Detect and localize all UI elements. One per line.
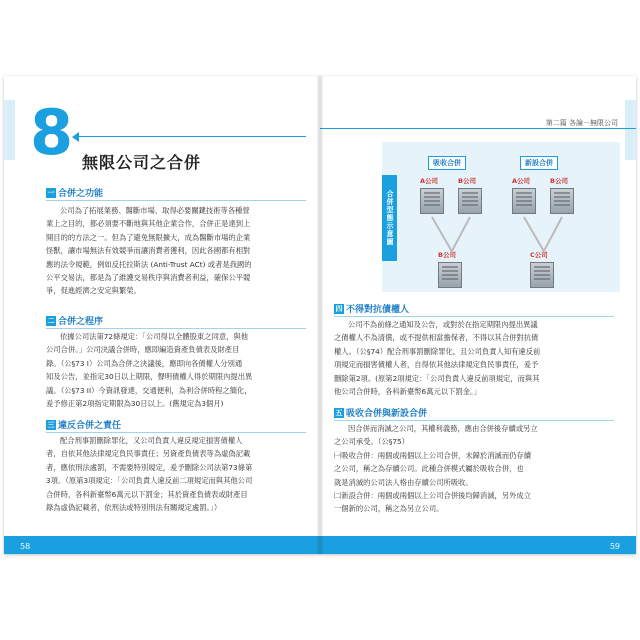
section-number-1: 一 — [47, 188, 55, 197]
section-heading-2 — [46, 314, 103, 327]
left-page — [4, 76, 320, 554]
book-spread — [4, 76, 636, 554]
text-line: 知及公告，並指定30日以上期限，聲明債權人得於期限內提出異 — [46, 372, 253, 382]
text-line: 刪除第2項。(原第2項規定：「公司負責人違反前項規定，而與其 — [334, 373, 540, 383]
building-icon — [530, 262, 554, 288]
footer-bar — [320, 536, 636, 554]
section-number-2: 二 — [47, 316, 55, 325]
text-line: 3項。（原第3項規定：「公司負責人違反前二項規定而與其他公司 — [46, 476, 253, 486]
building-icon — [420, 188, 444, 214]
text-line: 之公司，稱之為存續公司。此種合併模式屬於吸收合併，也 — [334, 464, 524, 474]
section-rule-1 — [46, 200, 306, 201]
chapter-number: 8 — [30, 96, 74, 169]
text-line: 爰予修正第2項指定期限為30日以上。(舊規定為3個月) — [46, 399, 224, 409]
text-line: ㈠吸收合併：兩個或兩個以上公司合併，未歸於消滅而仍存續 — [334, 450, 532, 460]
section-body-3 — [46, 434, 308, 514]
text-line: 一個新的公司，稱之為另立公司。 — [334, 504, 444, 514]
building-icon — [438, 262, 462, 288]
text-line: 他公司合併時，各科新臺幣6萬元以下罰金。」 — [334, 387, 481, 397]
page-number-left: 58 — [20, 542, 31, 551]
text-line: 就是消滅的公司法人格由存續公司所吸收。 — [334, 477, 473, 487]
company-label: A公司 — [512, 177, 531, 185]
section-title-5: 吸收合併與新設合併 — [346, 409, 428, 419]
section-number-5: 五 — [335, 408, 343, 417]
building-icon — [550, 188, 574, 214]
section-heading-4 — [334, 302, 409, 315]
company-label: B公司 — [438, 251, 456, 259]
text-line: 者，自依其他法律規定負民事責任；另資產負債表等為虛偽記載 — [46, 449, 251, 459]
section-rule-2 — [46, 328, 306, 329]
text-line: 公司不為前條之通知及公告，或對於在指定期限內提出異議 — [348, 320, 538, 329]
chapter-rule — [76, 136, 306, 137]
page-number-right: 59 — [609, 542, 620, 551]
text-line: 公司合併。」公司決議合併時，應即編造資產負債表及財產目 — [46, 345, 240, 355]
text-line: ㈡新設合併：兩個或兩個以上公司合併後均歸消滅，另外成立 — [334, 491, 532, 501]
text-line: 爭，促進經濟之安定與繁榮。 — [46, 286, 141, 296]
text-line: 業上之目的，都必須要不斷地與其他企業合作，合併正是達到上 — [46, 219, 251, 229]
company-label: C公司 — [530, 251, 548, 259]
text-line: 錄為虛偽記載者，依刑法或特別刑法有關規定處罰。」） — [46, 503, 222, 513]
section-heading-3 — [46, 418, 121, 431]
book-gutter — [317, 76, 323, 554]
section-heading-1 — [46, 186, 103, 199]
text-line: 者，應依刑法處罰，不需要特別規定，爰予刪除公司法第73條第 — [46, 462, 253, 472]
text-line: 議。（公§73 II）今資訊發達，交通便利，為利合併時程之簡化， — [46, 385, 252, 395]
section-heading-5 — [334, 406, 427, 419]
chapter-title: 無限公司之合併 — [82, 153, 202, 172]
merger-diagram — [382, 142, 620, 292]
text-line: 公司為了拓展業務、醫斷市場、取得必要關鍵技術等各種營 — [60, 206, 250, 215]
text-line: 應的法令規範，例如反托拉斯法 (Anti-Trust ACt) 或者是我國的 — [46, 259, 252, 269]
section-rule-5 — [334, 420, 614, 421]
section-number-3: 三 — [47, 420, 55, 429]
text-line: 之公司承受。（公§75） — [334, 437, 409, 447]
text-line: 依據公司法第72條規定：「公司得以全體股東之同意，與他 — [60, 332, 249, 341]
section-body-1 — [46, 204, 308, 298]
section-number-4: 四 — [335, 304, 343, 313]
text-line: 開目的的方法之一。但為了避免無限擴大，成為醫斷市場的企業 — [46, 232, 251, 242]
company-label: B公司 — [458, 177, 476, 185]
text-line: 權人。（公§74）配合刑事罰刪除罪化，且公司負責人知有違反前 — [334, 346, 541, 356]
section-title-4: 不得對抗債權人 — [346, 305, 410, 315]
footer-bar — [4, 536, 320, 554]
company-label: B公司 — [550, 177, 568, 185]
new-merger-label: 新設合併 — [520, 156, 558, 170]
running-head: 第二篇 各論－無限公司 — [545, 119, 618, 127]
section-title-1: 合併之功能 — [58, 189, 104, 199]
section-body-4 — [334, 318, 616, 398]
section-body-5 — [334, 422, 616, 516]
diagram-side-label: 合併型態示意圖 — [382, 175, 397, 261]
section-body-2 — [46, 330, 308, 410]
page-edge-tab — [4, 100, 15, 160]
building-icon — [512, 188, 536, 214]
section-rule-3 — [46, 432, 306, 433]
text-line: 之債權人不為清償，或不提供相當擔保者，不得以其合併對抗債 — [334, 333, 539, 343]
building-icon — [458, 188, 482, 214]
page-edge-tab — [625, 100, 636, 160]
absorption-merger-label: 吸收合併 — [428, 156, 466, 170]
text-line: 因合併而消滅之公司，其權利義務，應由合併後存續或另立 — [348, 424, 538, 433]
section-rule-4 — [334, 316, 614, 317]
text-line: 項規定而損害債權人者，自得依其他法律規定負民事責任，爰予 — [334, 360, 539, 370]
text-line: 合併時，各科新臺幣6萬元以下罰金；其於資產負債表或財產目 — [46, 489, 248, 499]
right-page — [320, 76, 636, 554]
running-rule — [320, 128, 636, 129]
text-line: 配合刑事罰刪除罪化，又公司負責人違反規定損害債權人 — [60, 436, 243, 445]
section-title-2: 合併之程序 — [58, 317, 104, 327]
section-title-3: 違反合併之責任 — [58, 421, 122, 431]
company-label: A公司 — [420, 177, 439, 185]
text-line: 公平交易法，都是為了維護交易秩序與消費者利益，確保公平競 — [46, 273, 251, 283]
chapter-arrow-icon — [72, 132, 79, 142]
text-line: 錄。（公§73 I）公司為合併之決議後，應即向各債權人分別通 — [46, 358, 243, 368]
text-line: 怪獸，讓市場無法有效競爭而讓消費者獲利，因此各國都有相對 — [46, 246, 251, 256]
